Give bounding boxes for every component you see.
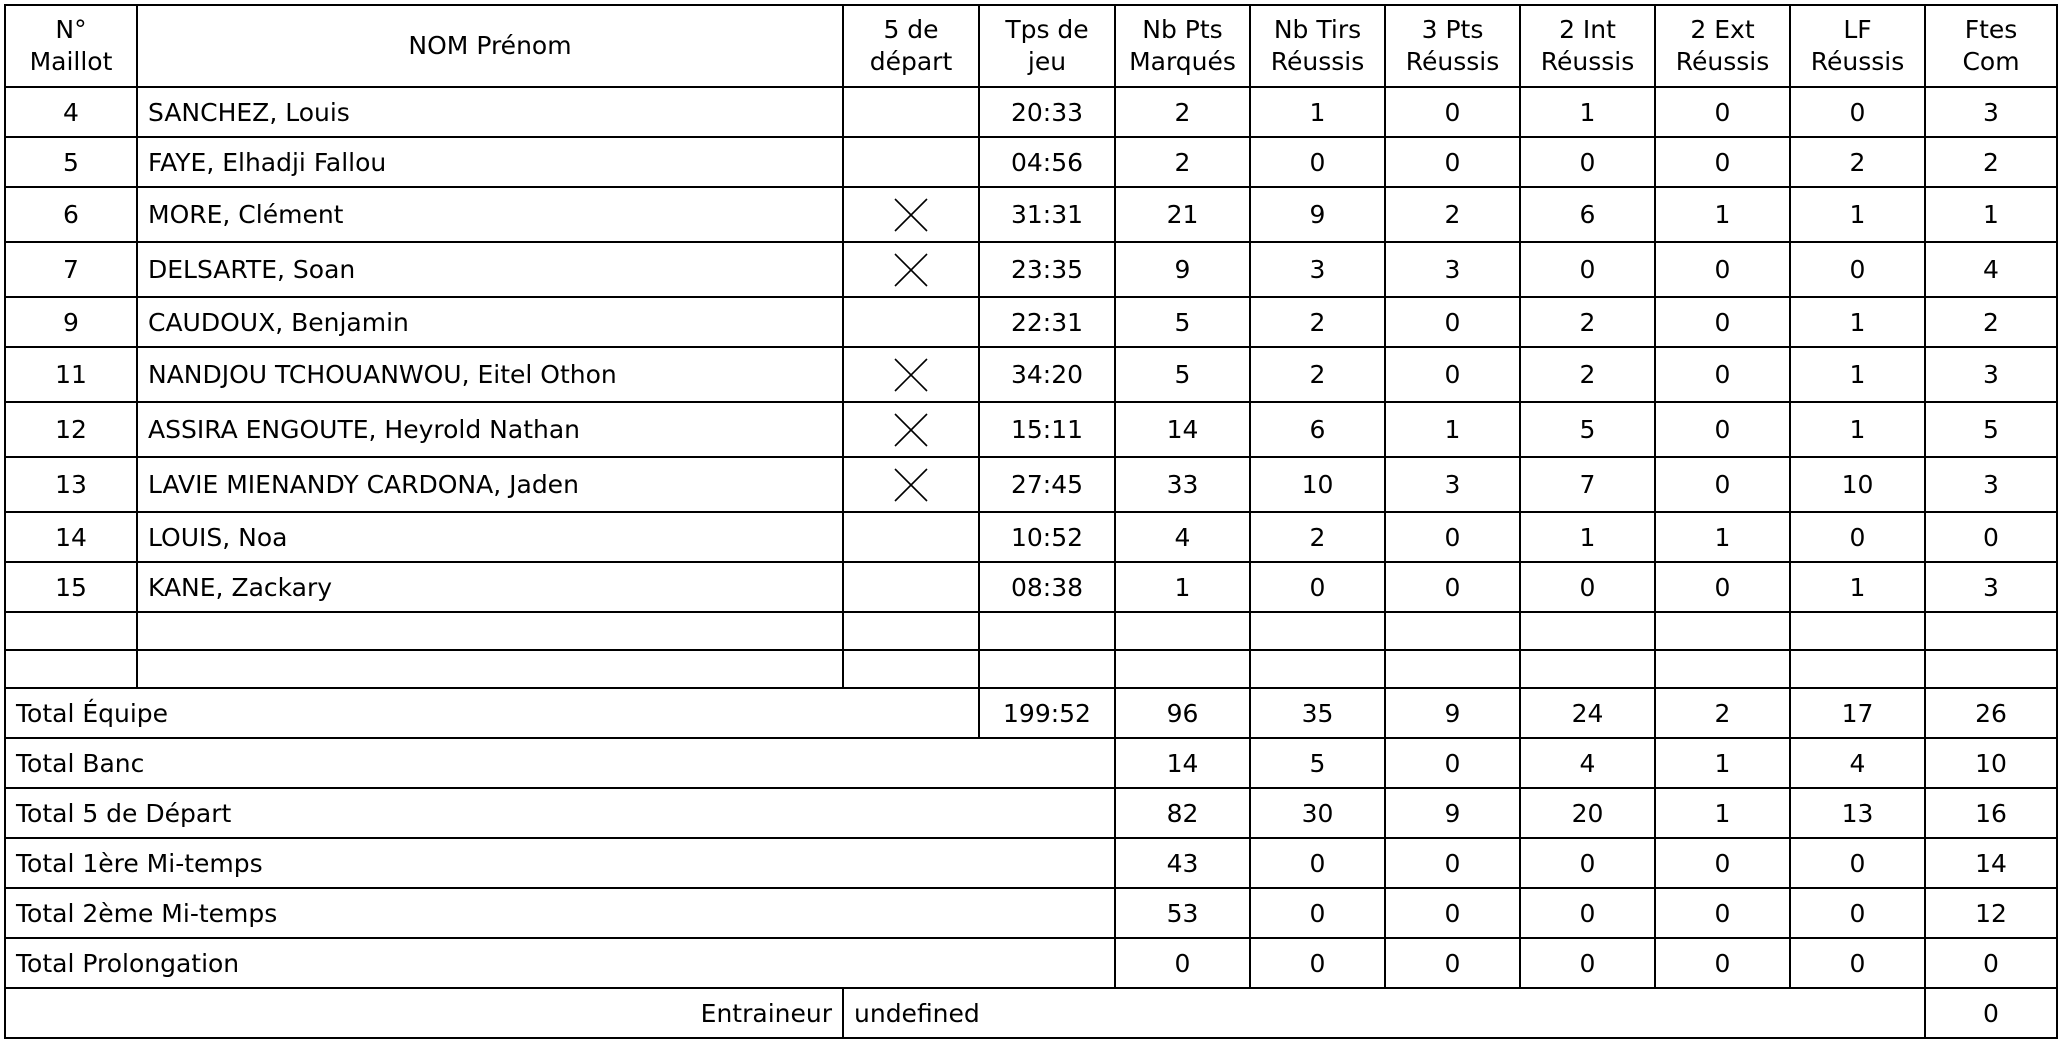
player-name: LOUIS, Noa (137, 512, 843, 562)
player-two-int: 2 (1520, 297, 1655, 347)
player-row (5, 402, 2057, 457)
coach-fouls: 0 (1925, 988, 2057, 1038)
player-shots: 2 (1250, 512, 1385, 562)
header-starter: 5 de départ (843, 5, 979, 87)
player-two-int: 5 (1520, 402, 1655, 457)
player-shots: 2 (1250, 347, 1385, 402)
player-row (5, 297, 2057, 347)
header-time: Tps de jeu (979, 5, 1115, 87)
player-two-ext: 0 (1655, 297, 1790, 347)
player-number: 15 (5, 562, 137, 612)
player-starter-cell (843, 297, 979, 347)
player-fouls: 1 (1925, 187, 2057, 242)
team-total-label: Total Équipe (5, 688, 979, 738)
player-points: 33 (1115, 457, 1250, 512)
player-shots: 6 (1250, 402, 1385, 457)
player-fouls: 0 (1925, 512, 2057, 562)
header-free-throws: LF Réussis (1790, 5, 1925, 87)
player-shots: 3 (1250, 242, 1385, 297)
empty-cell (137, 612, 843, 650)
player-number: 13 (5, 457, 137, 512)
subtotal-label: Total Prolongation (5, 938, 1115, 988)
header-two-ext: 2 Ext Réussis (1655, 5, 1790, 87)
player-free-throws: 1 (1790, 562, 1925, 612)
team-total-time: 199:52 (979, 688, 1115, 738)
player-number: 4 (5, 87, 137, 137)
player-two-ext: 0 (1655, 402, 1790, 457)
empty-cell (1655, 612, 1790, 650)
player-two-ext: 0 (1655, 457, 1790, 512)
subtotal-free-throws: 13 (1790, 788, 1925, 838)
subtotal-row (5, 738, 2057, 788)
player-points: 5 (1115, 347, 1250, 402)
header-name: NOM Prénom (137, 5, 843, 87)
subtotal-fouls: 12 (1925, 888, 2057, 938)
player-row (5, 87, 2057, 137)
player-time: 08:38 (979, 562, 1115, 612)
empty-rows (5, 612, 2057, 688)
player-three-pts: 3 (1385, 242, 1520, 297)
subtotal-free-throws: 0 (1790, 888, 1925, 938)
player-fouls: 3 (1925, 562, 2057, 612)
player-points: 5 (1115, 297, 1250, 347)
team-total-shots: 35 (1250, 688, 1385, 738)
box-score-table (4, 4, 2058, 1039)
starter-cross-icon (894, 468, 928, 502)
player-shots: 2 (1250, 297, 1385, 347)
subtotal-points: 43 (1115, 838, 1250, 888)
header-points: Nb Pts Marqués (1115, 5, 1250, 87)
player-row (5, 512, 2057, 562)
player-free-throws: 1 (1790, 347, 1925, 402)
player-free-throws: 0 (1790, 512, 1925, 562)
player-two-ext: 1 (1655, 187, 1790, 242)
player-points: 2 (1115, 137, 1250, 187)
subtotal-fouls: 10 (1925, 738, 2057, 788)
empty-cell (1385, 612, 1520, 650)
empty-cell (1925, 650, 2057, 688)
player-number: 5 (5, 137, 137, 187)
player-starter-cell (843, 347, 979, 402)
subtotal-free-throws: 0 (1790, 938, 1925, 988)
player-name: ASSIRA ENGOUTE, Heyrold Nathan (137, 402, 843, 457)
empty-row (5, 612, 2057, 650)
player-points: 14 (1115, 402, 1250, 457)
player-row (5, 187, 2057, 242)
player-two-int: 7 (1520, 457, 1655, 512)
player-starter-cell (843, 187, 979, 242)
player-points: 21 (1115, 187, 1250, 242)
subtotal-fouls: 16 (1925, 788, 2057, 838)
player-two-int: 1 (1520, 512, 1655, 562)
player-three-pts: 0 (1385, 512, 1520, 562)
subtotal-label: Total 5 de Départ (5, 788, 1115, 838)
empty-cell (1790, 650, 1925, 688)
empty-cell (1115, 612, 1250, 650)
player-two-ext: 0 (1655, 347, 1790, 402)
empty-cell (1115, 650, 1250, 688)
player-fouls: 2 (1925, 137, 2057, 187)
player-number: 11 (5, 347, 137, 402)
header-three-pts: 3 Pts Réussis (1385, 5, 1520, 87)
subtotal-free-throws: 0 (1790, 838, 1925, 888)
player-two-ext: 0 (1655, 137, 1790, 187)
subtotal-row (5, 888, 2057, 938)
player-free-throws: 0 (1790, 242, 1925, 297)
player-two-ext: 0 (1655, 562, 1790, 612)
coach-label: Entraineur (5, 988, 843, 1038)
player-name: SANCHEZ, Louis (137, 87, 843, 137)
empty-cell (1250, 612, 1385, 650)
player-starter-cell (843, 87, 979, 137)
player-free-throws: 0 (1790, 87, 1925, 137)
empty-cell (979, 612, 1115, 650)
subtotal-two-ext: 0 (1655, 838, 1790, 888)
player-three-pts: 0 (1385, 297, 1520, 347)
player-starter-cell (843, 137, 979, 187)
player-two-int: 1 (1520, 87, 1655, 137)
player-row (5, 562, 2057, 612)
empty-cell (1790, 612, 1925, 650)
player-starter-cell (843, 512, 979, 562)
player-time: 27:45 (979, 457, 1115, 512)
player-fouls: 3 (1925, 457, 2057, 512)
player-three-pts: 0 (1385, 137, 1520, 187)
team-total-row (5, 688, 2057, 738)
empty-cell (1520, 650, 1655, 688)
subtotal-fouls: 0 (1925, 938, 2057, 988)
player-name: KANE, Zackary (137, 562, 843, 612)
empty-cell (1385, 650, 1520, 688)
empty-cell (979, 650, 1115, 688)
team-total-fouls: 26 (1925, 688, 2057, 738)
coach-rows (5, 988, 2057, 1038)
team-total-points: 96 (1115, 688, 1250, 738)
team-total-free-throws: 17 (1790, 688, 1925, 738)
player-row (5, 457, 2057, 512)
subtotal-points: 53 (1115, 888, 1250, 938)
starter-cross-icon (894, 198, 928, 232)
subtotal-three-pts: 0 (1385, 888, 1520, 938)
subtotal-two-int: 20 (1520, 788, 1655, 838)
subtotal-label: Total 1ère Mi-temps (5, 838, 1115, 888)
player-name: FAYE, Elhadji Fallou (137, 137, 843, 187)
player-time: 04:56 (979, 137, 1115, 187)
empty-cell (5, 650, 137, 688)
empty-cell (1520, 612, 1655, 650)
player-shots: 1 (1250, 87, 1385, 137)
player-time: 15:11 (979, 402, 1115, 457)
subtotal-points: 14 (1115, 738, 1250, 788)
subtotal-label: Total 2ème Mi-temps (5, 888, 1115, 938)
subtotal-two-int: 4 (1520, 738, 1655, 788)
player-two-ext: 0 (1655, 242, 1790, 297)
subtotal-shots: 0 (1250, 938, 1385, 988)
subtotal-row (5, 788, 2057, 838)
coach-name: undefined (843, 988, 1925, 1038)
player-number: 14 (5, 512, 137, 562)
player-free-throws: 1 (1790, 402, 1925, 457)
empty-cell (1655, 650, 1790, 688)
player-fouls: 3 (1925, 347, 2057, 402)
player-shots: 0 (1250, 562, 1385, 612)
subtotal-shots: 0 (1250, 888, 1385, 938)
empty-row (5, 650, 2057, 688)
player-shots: 0 (1250, 137, 1385, 187)
totals-rows (5, 688, 2057, 738)
player-three-pts: 3 (1385, 457, 1520, 512)
subtotal-row (5, 938, 2057, 988)
team-total-two-ext: 2 (1655, 688, 1790, 738)
player-three-pts: 1 (1385, 402, 1520, 457)
box-score-sheet (4, 4, 2058, 1039)
subtotal-three-pts: 0 (1385, 938, 1520, 988)
starter-cross-icon (894, 253, 928, 287)
empty-cell (843, 650, 979, 688)
player-two-int: 6 (1520, 187, 1655, 242)
player-points: 9 (1115, 242, 1250, 297)
subtotal-shots: 0 (1250, 838, 1385, 888)
player-two-ext: 0 (1655, 87, 1790, 137)
player-starter-cell (843, 457, 979, 512)
player-time: 23:35 (979, 242, 1115, 297)
player-shots: 9 (1250, 187, 1385, 242)
empty-cell (1925, 612, 2057, 650)
player-number: 7 (5, 242, 137, 297)
team-total-three-pts: 9 (1385, 688, 1520, 738)
player-time: 10:52 (979, 512, 1115, 562)
player-name: NANDJOU TCHOUANWOU, Eitel Othon (137, 347, 843, 402)
subtotal-shots: 30 (1250, 788, 1385, 838)
coach-row (5, 988, 2057, 1038)
subtotal-three-pts: 0 (1385, 838, 1520, 888)
player-row (5, 347, 2057, 402)
starter-cross-icon (894, 358, 928, 392)
subtotal-free-throws: 4 (1790, 738, 1925, 788)
empty-cell (1250, 650, 1385, 688)
player-row (5, 137, 2057, 187)
empty-cell (137, 650, 843, 688)
player-two-int: 2 (1520, 347, 1655, 402)
player-starter-cell (843, 562, 979, 612)
player-points: 1 (1115, 562, 1250, 612)
player-row (5, 242, 2057, 297)
player-two-int: 0 (1520, 242, 1655, 297)
player-starter-cell (843, 402, 979, 457)
subtotal-shots: 5 (1250, 738, 1385, 788)
subtotal-two-ext: 0 (1655, 938, 1790, 988)
subtotal-points: 0 (1115, 938, 1250, 988)
player-fouls: 3 (1925, 87, 2057, 137)
player-two-ext: 1 (1655, 512, 1790, 562)
player-points: 2 (1115, 87, 1250, 137)
subtotal-two-ext: 1 (1655, 788, 1790, 838)
player-number: 12 (5, 402, 137, 457)
player-name: DELSARTE, Soan (137, 242, 843, 297)
player-free-throws: 2 (1790, 137, 1925, 187)
empty-cell (843, 612, 979, 650)
player-two-int: 0 (1520, 562, 1655, 612)
subtotal-two-int: 0 (1520, 838, 1655, 888)
player-shots: 10 (1250, 457, 1385, 512)
player-fouls: 5 (1925, 402, 2057, 457)
player-three-pts: 2 (1385, 187, 1520, 242)
player-rows (5, 87, 2057, 612)
player-name: MORE, Clément (137, 187, 843, 242)
player-three-pts: 0 (1385, 562, 1520, 612)
empty-cell (5, 612, 137, 650)
player-free-throws: 10 (1790, 457, 1925, 512)
player-number: 6 (5, 187, 137, 242)
header-shots: Nb Tirs Réussis (1250, 5, 1385, 87)
subtotal-row (5, 838, 2057, 888)
header-two-int: 2 Int Réussis (1520, 5, 1655, 87)
subtotal-label: Total Banc (5, 738, 1115, 788)
player-name: CAUDOUX, Benjamin (137, 297, 843, 347)
player-free-throws: 1 (1790, 187, 1925, 242)
player-number: 9 (5, 297, 137, 347)
starter-cross-icon (894, 413, 928, 447)
player-time: 31:31 (979, 187, 1115, 242)
player-time: 22:31 (979, 297, 1115, 347)
subtotal-fouls: 14 (1925, 838, 2057, 888)
player-three-pts: 0 (1385, 87, 1520, 137)
subtotal-three-pts: 9 (1385, 788, 1520, 838)
subtotal-two-int: 0 (1520, 888, 1655, 938)
team-total-two-int: 24 (1520, 688, 1655, 738)
player-fouls: 2 (1925, 297, 2057, 347)
player-two-int: 0 (1520, 137, 1655, 187)
header-number: N° Maillot (5, 5, 137, 87)
player-time: 34:20 (979, 347, 1115, 402)
header-fouls: Ftes Com (1925, 5, 2057, 87)
subtotal-two-int: 0 (1520, 938, 1655, 988)
player-name: LAVIE MIENANDY CARDONA, Jaden (137, 457, 843, 512)
subtotal-two-ext: 1 (1655, 738, 1790, 788)
player-fouls: 4 (1925, 242, 2057, 297)
player-three-pts: 0 (1385, 347, 1520, 402)
subtotal-points: 82 (1115, 788, 1250, 838)
player-time: 20:33 (979, 87, 1115, 137)
subtotal-two-ext: 0 (1655, 888, 1790, 938)
subtotal-rows (5, 738, 2057, 988)
player-starter-cell (843, 242, 979, 297)
subtotal-three-pts: 0 (1385, 738, 1520, 788)
player-free-throws: 1 (1790, 297, 1925, 347)
header-row (5, 5, 2057, 87)
player-points: 4 (1115, 512, 1250, 562)
